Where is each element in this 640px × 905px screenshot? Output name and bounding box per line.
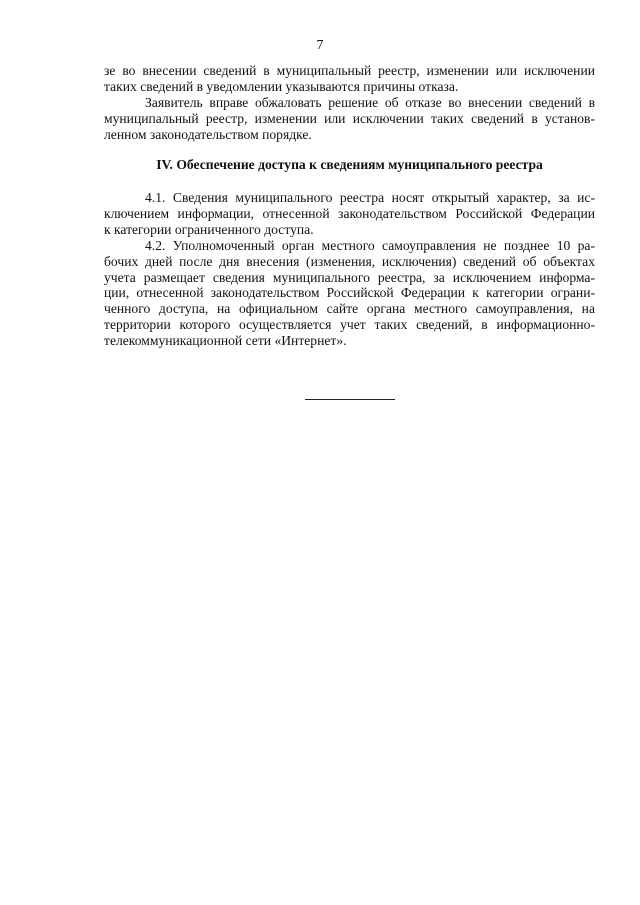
paragraph-refusal-reasons: [104, 63, 595, 95]
text-line: ции, отнесенной законодательством Российской Федерации к категории ограни-: [104, 285, 595, 301]
text-line: учета размещает сведения муниципального реестра, за исключением информа-: [104, 269, 595, 285]
closing-divider-line: [305, 399, 395, 400]
text-line: территории которого осуществляется учет таких сведений, в информационно-: [104, 316, 595, 332]
text-line: бочих дней после дня внесения (изменения, исключения) сведений об объектах: [104, 253, 595, 269]
text-line: Заявитель вправе обжаловать решение об отказе во внесении сведений в: [145, 95, 595, 110]
text-line: к категории ограниченного доступа.: [104, 221, 314, 237]
section-heading: IV. Обеспечение доступа к сведениям муниципального реестра: [156, 157, 543, 172]
text-line: 4.2. Уполномоченный орган местного самоуправления не позднее 10 ра-: [145, 238, 595, 253]
text-line: таких сведений в уведомлении указываются причины отказа.: [104, 78, 459, 94]
text-line: ключением информации, отнесенной законодательством Российской Федерации: [104, 205, 595, 221]
text-line: телекоммуникационной сети «Интернет».: [104, 332, 347, 348]
text-line: зе во внесении сведений в муниципальный реестр, изменении или исключении: [104, 63, 595, 78]
text-line: ленном законодательством порядке.: [104, 126, 312, 142]
paragraph-4-1: [104, 190, 595, 237]
text-line: муниципальный реестр, изменении или исключении таких сведений в установ-: [104, 110, 595, 126]
page-number: 7: [316, 38, 324, 53]
paragraph-appeal-right: [104, 95, 595, 142]
text-line: ченного доступа, на официальном сайте органа местного самоуправления, на: [104, 301, 595, 317]
paragraph-4-2: [104, 238, 595, 349]
text-line: 4.1. Сведения муниципального реестра носят открытый характер, за ис-: [145, 190, 595, 205]
